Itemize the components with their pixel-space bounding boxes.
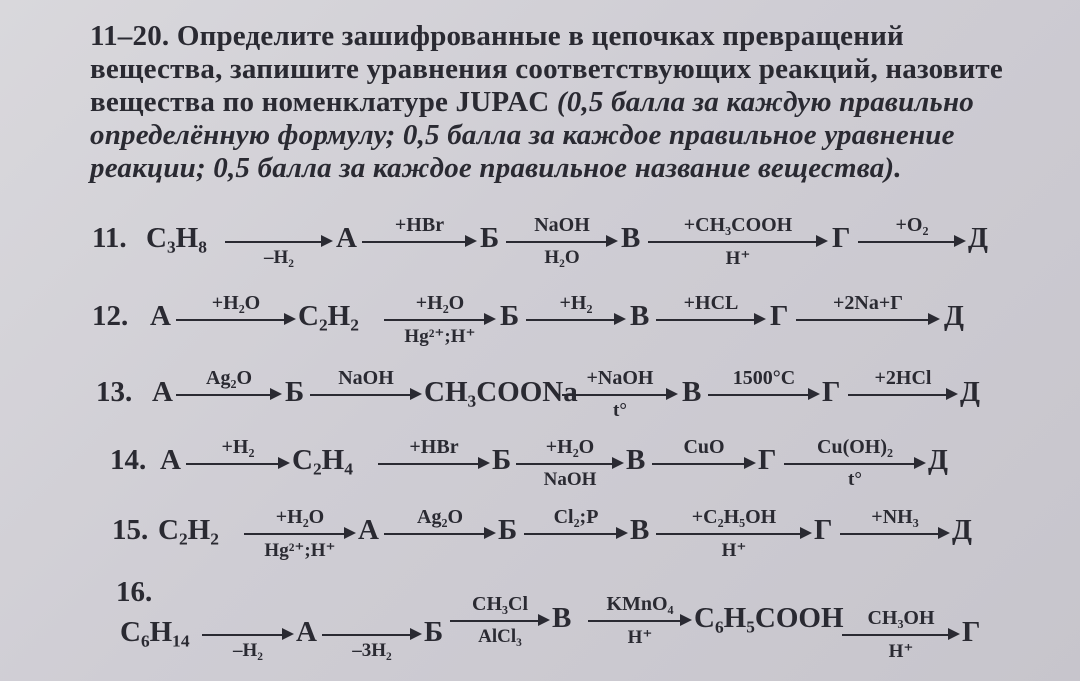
species: Г [814, 514, 833, 546]
species: Б [285, 376, 305, 408]
species: B [682, 376, 702, 408]
species: B [630, 514, 650, 546]
task-heading [90, 20, 1040, 185]
species: Г [770, 300, 789, 332]
species: C₆H₁₄ [120, 616, 190, 648]
species: Г [832, 222, 851, 254]
species: Д [960, 376, 980, 408]
species: C₂H₄ [292, 444, 353, 476]
species: Д [952, 514, 972, 546]
species: Г [962, 616, 981, 648]
species: Г [822, 376, 841, 408]
species: Д [928, 444, 948, 476]
species: B [621, 222, 641, 254]
species: Б [492, 444, 512, 476]
reaction-label: 16. [116, 576, 153, 608]
species: B [626, 444, 646, 476]
species: Д [944, 300, 964, 332]
species: A [160, 444, 181, 476]
species: Б [480, 222, 500, 254]
reaction-label: 14. [110, 444, 147, 476]
species: B [630, 300, 650, 332]
reaction-label: 12. [92, 300, 129, 332]
species: C₂H₂ [298, 300, 359, 332]
species: A [296, 616, 317, 648]
task-number: 11–20. [90, 20, 170, 52]
species: C₂H₂ [158, 514, 219, 546]
species: C₃H₈ [146, 222, 207, 254]
task-scoring-note: (0,5 балла за каждую правильно определённую формулу; 0,5 балла за каждое правильное уравнение реакции; 0,5 балла за каждое правильное название вещества). [90, 86, 974, 184]
task-instructions: Определите зашифрованные в цепочках превращений вещества, запишите уравнения соответствующих реакций, назовите вещества по номенклатуре JUPAC [90, 20, 1003, 118]
species: Б [498, 514, 518, 546]
reaction-label: 13. [96, 376, 133, 408]
reaction-label: 11. [92, 222, 127, 254]
species: A [336, 222, 357, 254]
species: C₆H₅COOH [694, 602, 844, 634]
species: CH₃COONa [424, 376, 578, 408]
species: Б [500, 300, 520, 332]
species: A [150, 300, 171, 332]
species: A [358, 514, 379, 546]
species: A [152, 376, 173, 408]
textbook-page: 11–20. Определите зашифрованные в цепочках превращений вещества, запишите уравнения соответствующих реакций, назовите вещества по номенклатуре JUPAC (0,5 балла за каждую правильно определённую формулу; 0,5 балла за каждое правильное уравнение реакции; 0,5 балла за каждое правильное название вещества). 11. C₃H₈ –H₂ A +HBr Б NaOH H₂O B +CH₃COOH H⁺ Г +O₂ Д 12. A +H₂O C₂H₂ +H₂O Hg²⁺;H⁺ Б +H₂ B +HCL Г +2Na+Г Д 13. A Ag₂O Б NaOH CH₃COONa +NaOH t° B 1500°C Г +2HCl Д 14. A +H₂ C₂H₄ +HBr Б +H₂O NaOH B CuO Г Cu(OH)₂ t° Д 15. C₂H₂ +H₂O Hg²⁺;H⁺ A Ag₂O Б Cl₂;P B +C₂H₅OH H⁺ Г +NH₃ Д 16. C₆H₁₄ –H₂ A –3H₂ Б CH₃Cl AlCl₃ B KMnO₄ H⁺ C₆H₅COOH CH₃OH H⁺ Г [0, 0, 1080, 681]
species: Б [424, 616, 444, 648]
species: Г [758, 444, 777, 476]
species: B [552, 602, 572, 634]
species: Д [968, 222, 988, 254]
reaction-label: 15. [112, 514, 149, 546]
